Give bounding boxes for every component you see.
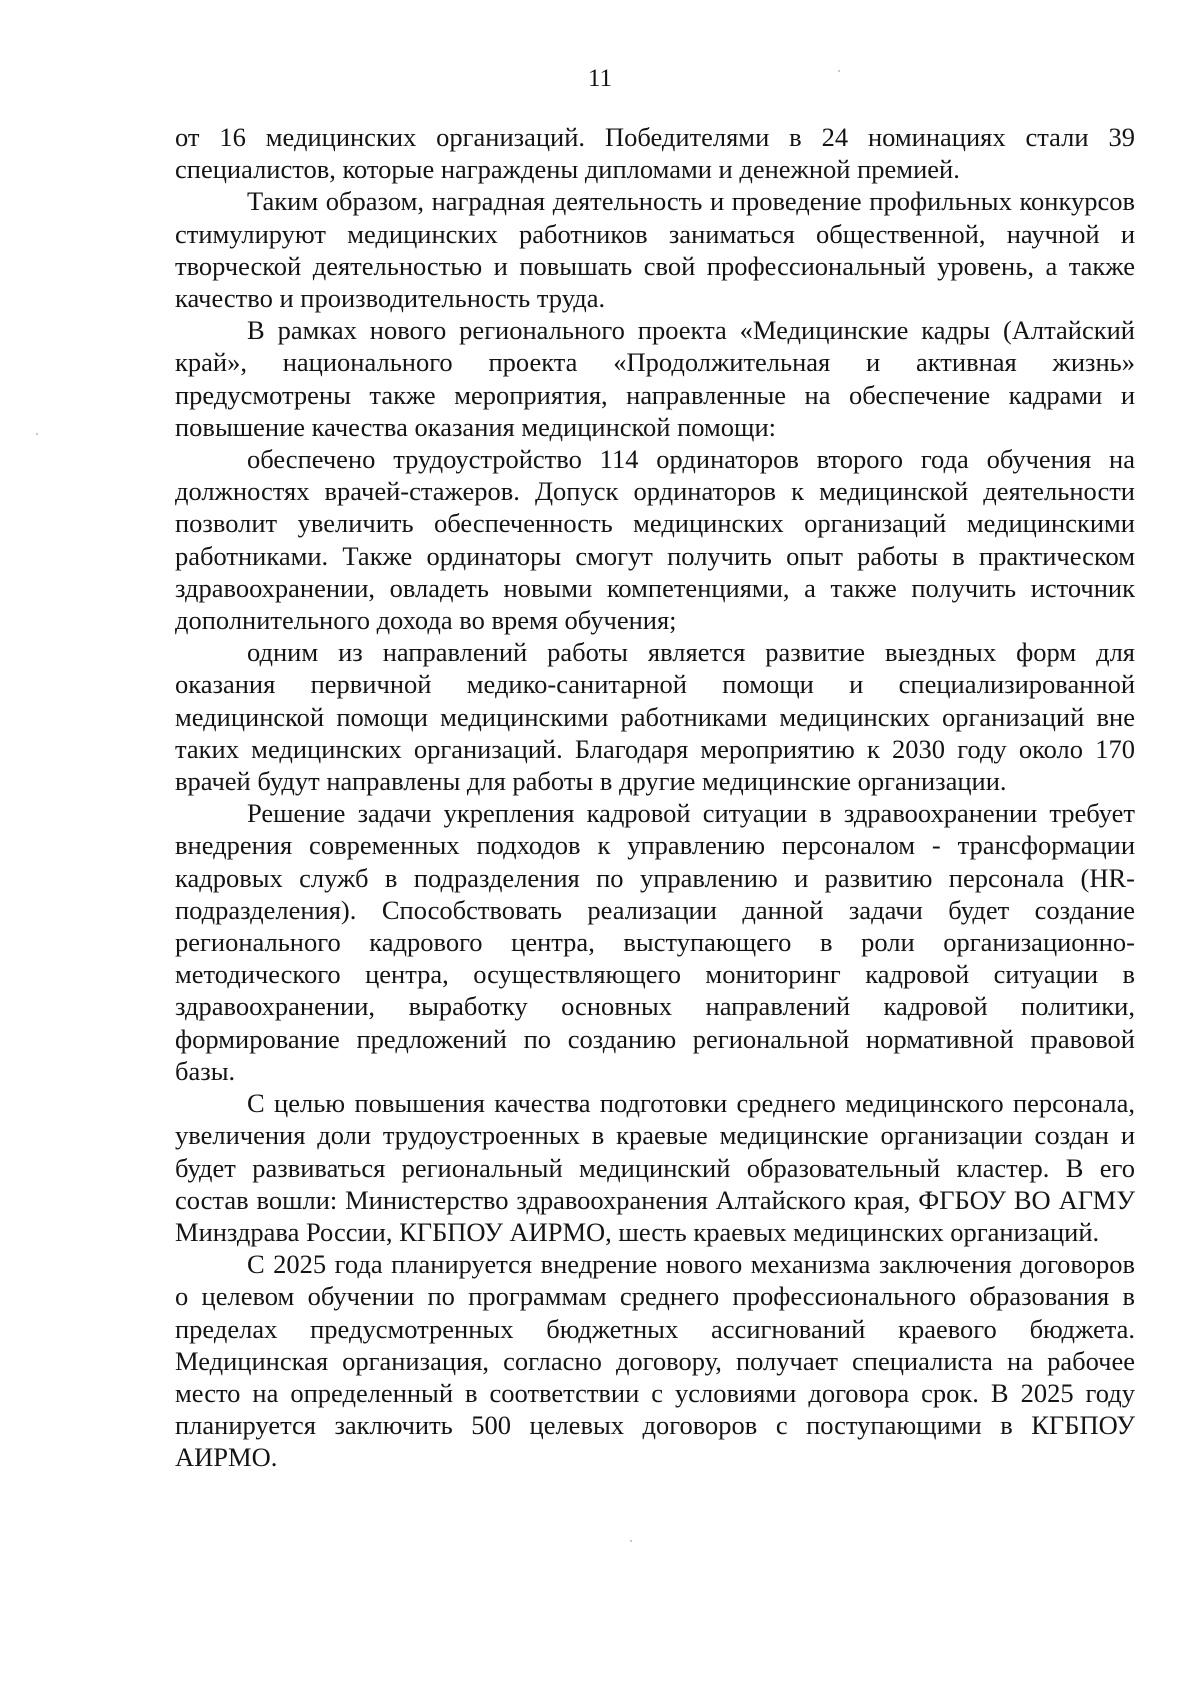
paragraph: В рамках нового регионального проекта «Медицинские кадры (Алтайский край», национального проекта «Продолжительная и активная жизнь» предусмотрены также мероприятия, направленные на обеспечение кадрами и повышение качества оказания медицинской помощи: bbox=[175, 315, 1135, 442]
page-number: 11 bbox=[587, 65, 613, 92]
document-body bbox=[175, 121, 1135, 1474]
paragraph: от 16 медицинских организаций. Победителями в 24 номинациях стали 39 специалистов, которые награждены дипломами и денежной премией. bbox=[175, 122, 1135, 185]
paragraph: Решение задачи укрепления кадровой ситуации в здравоохранении требует внедрения современных подходов к управлению персоналом - трансформации кадровых служб в подразделения по управлению и развитию персонала (HR-подразделения). Способствовать реализации данной задачи будет создание регионального кадрового центра, выступающего в роли организационно-методического центра, осуществляющего мониторинг кадровой ситуации в здравоохранении, выработку основных направлений кадровой политики, формирование предложений по созданию региональной нормативной правовой базы. bbox=[175, 798, 1135, 1086]
scan-speck bbox=[36, 433, 38, 435]
paragraph: обеспечено трудоустройство 114 ординаторов второго года обучения на должностях врачей-стажеров. Допуск ординаторов к медицинской деятельности позволит увеличить обеспеченность медицинских организаций медицинскими работниками. Также ординаторы смогут получить опыт работы в практическом здравоохранении, овладеть новыми компетенциями, а также получить источник дополнительного дохода во время обучения; bbox=[175, 444, 1135, 636]
paragraph: Таким образом, наградная деятельность и проведение профильных конкурсов стимулируют медицинских работников заниматься общественной, научной и творческой деятельностью и повышать свой профессиональный уровень, а также качество и производительность труда. bbox=[175, 186, 1135, 314]
paragraph: С 2025 года планируется внедрение нового механизма заключения договоров о целевом обучении по программам среднего профессионального образования в пределах предусмотренных бюджетных ассигнований краевого бюджета. Медицинская организация, согласно договору, получает специалиста на рабочее место на определенный в соответствии с условиями договора срок. В 2025 году планируется заключить 500 целевых договоров с поступающими в КГБПОУ АИРМО. bbox=[175, 1249, 1135, 1473]
scan-speck bbox=[630, 1540, 632, 1542]
paragraph: одним из направлений работы является развитие выездных форм для оказания первичной медико-санитарной помощи и специализированной медицинской помощи медицинскими работниками медицинских организаций вне таких медицинских организаций. Благодаря мероприятию к 2030 году около 170 врачей будут направлены для работы в другие медицинские организации. bbox=[175, 637, 1135, 797]
scan-speck bbox=[838, 70, 840, 72]
paragraph: С целью повышения качества подготовки среднего медицинского персонала, увеличения доли трудоустроенных в краевые медицинские организации создан и будет развиваться региональный медицинский образовательный кластер. В его состав вошли: Министерство здравоохранения Алтайского края, ФГБОУ ВО АГМУ Минздрава России, КГБПОУ АИРМО, шесть краевых медицинских организаций. bbox=[175, 1088, 1135, 1247]
